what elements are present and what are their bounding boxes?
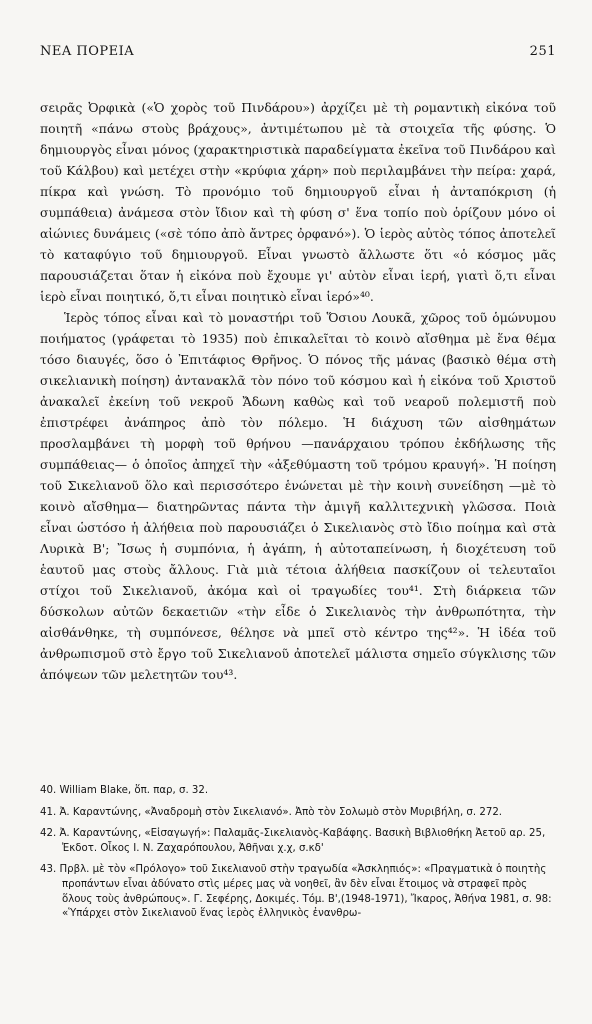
footnote-42: 42. Ἀ. Καραντώνης, «Εἰσαγωγή»: Παλαμᾶς-Σικελιανὸς-Καβάφης. Βασικὴ Βιβλιοθήκη Ἀετοῦ αρ. 25, Ἐκδοτ. Οἶκος Ι. Ν. Ζαχαρόπουλου, Ἀθῆναι χ.χ, σ.κδ' [40,828,546,854]
running-header [40,44,556,59]
page-number: 251 [529,44,556,59]
running-title: ΝΕΑ ΠΟΡΕΙΑ [40,44,135,59]
footnotes [40,784,556,929]
paragraph-1: σειρᾶς Ὀρφικὰ («Ὁ χορὸς τοῦ Πινδάρου») ἀρχίζει μὲ τὴ ρομαντικὴ εἰκόνα τοῦ ποιητῆ «πάνω στοὺς βράχους», ἀντιμέτωπου μὲ τὰ στοιχεῖα τῆς φύσης. Ὁ δημιουργὸς εἶναι μόνος (χαρακτηριστικὰ παραδείγματα ἐκεῖνα τοῦ Πινδάρου καὶ τοῦ Κάλβου) καὶ μετέχει στὴν «κρύφια χάρη» ποὺ περιλαμβάνει τὴν πείρα: χαρά, πίκρα καὶ γνώση. Τὸ προνόμιο τοῦ δημιουργοῦ εἶναι ἡ ἀνταπόκριση (ἡ συμπάθεια) ἀνάμεσα στὸν ἴδιον καὶ τὴ φύση σ' ἕνα τοπίο ποὺ ὁρίζουν μόνο οἱ αἰώνιες δυνάμεις («σὲ τόπο ἀπὸ ἄντρες ὀρφανό»). Ὁ ἱερὸς αὐτὸς τόπος ἀποτελεῖ τὸ καταφύγιο τοῦ δημιουργοῦ. Εἶναι γνωστὸ ἄλλωστε ὅτι «ὁ κόσμος μᾶς παρουσιάζεται ὅταν ἡ εἰκόνα ποὺ ἔχουμε γι' αὐτὸν εἶναι ἱερή, γιατὶ ὅ,τι εἶναι ἱερὸ εἶναι ποιητικό, ὅ,τι εἶναι ποιητικὸ εἶναι ἱερό»⁴⁰. [40,100,556,304]
footnote-41: 41. Ἀ. Καραντώνης, «Ἀναδρομὴ στὸν Σικελιανό». Ἀπὸ τὸν Σολωμὸ στὸν Μυριβήλη, σ. 272. [40,806,503,818]
paragraph-2: Ἱερὸς τόπος εἶναι καὶ τὸ μοναστήρι τοῦ Ὅσιου Λουκᾶ, χῶρος τοῦ ὁμώνυμου ποιήματος (γράφεται τὸ 1935) ποὺ ἐπικαλεῖται τὸ κοινὸ αἴσθημα μὲ ἕνα θέμα τόσο διαυγές, ὅσο ὁ Ἐπιτάφιος Θρῆνος. Ὁ πόνος τῆς μάνας (βασικὸ θέμα στὴ σικελιανικὴ ποίηση) ἀντανακλᾶ τὸν πόνο τοῦ κόσμου καὶ ἡ εἰκόνα τοῦ Χριστοῦ ἀνακαλεῖ ἐκείνη τοῦ νεκροῦ Ἄδωνη καθὼς καὶ τοῦ νεαροῦ πολεμιστῆ ποὺ ἐπιστρέφει ἀνάπηρος ἀπὸ τὸν πόλεμο. Ἡ διάχυση τῶν αἰσθημάτων προσλαμβάνει τὴ μορφὴ τοῦ θρήνου —πανάρχαιου τρόπου ἐκδήλωσης τῆς συμπάθειας— ὁ ὁποῖος ἀπηχεῖ τὴν «ἀξεθύμαστη τοῦ τρόμου κραυγή». Ἡ ποίηση τοῦ Σικελιανοῦ ὅλο καὶ περισσότερο ἑνώνεται μὲ τὴν κοινὴ συνείδηση —μὲ τὸ κοινὸ αἴσθημα— διατηρῶντας πάντα τὴν ἀμιγῆ καλλιτεχνικὴ γλῶσσα. Ποιὰ εἶναι ὡστόσο ἡ ἀλήθεια ποὺ παρουσιάζει ὁ Σικελιανὸς στὸ ἴδιο ποίημα καὶ στὰ Λυρικὰ Β'; Ἴσως ἡ συμπόνια, ἡ ἀγάπη, ἡ αὐτοταπείνωση, ἡ διοχέτευση τοῦ ἑαυτοῦ μας στοὺς ἄλλους. Γιὰ μιὰ τέτοια ἀλήθεια πασκίζουν οἱ τελευταῖοι στίχοι τοῦ Σικελιανοῦ, ἀκόμα καὶ οἱ τραγωδίες του⁴¹. Στὴ διάρκεια τῶν δύσκολων αὐτῶν δεκαετιῶν «τὴν εἶδε ὁ Σικελιανὸς τὴν ἀνθρωπότητα, τὴν αἰσθάνθηκε, τὴ συμπόνεσε, θέλησε νὰ μπεῖ στὸ κέντρο της⁴²». Ἡ ἰδέα τοῦ ἀνθρωπισμοῦ στὸ ἔργο τοῦ Σικελιανοῦ ἀποτελεῖ μάλιστα σημεῖο σύγκλισης τῶν ἀπόψεων τῶν μελετητῶν του⁴³. [40,310,556,682]
footnote-43: 43. Πρβλ. μὲ τὸν «Πρόλογο» τοῦ Σικελιανοῦ στὴν τραγωδία «Ἀσκληπιός»: «Πραγματικὰ ὁ ποιητὴς προπάντων εἶναι ἀδύνατο στὶς μέρες μας νὰ νοηθεῖ, ἂν δὲν εἶναι ἕτοιμος νὰ στραφεῖ πρὸς ὅλους τοὺς ἀνθρώπους». Γ. Σεφέρης, Δοκιμές. Τόμ. Β',(1948-1971), Ἴκαρος, Ἀθήνα 1981, σ. 98: «Ὑπάρχει στὸν Σικελιανοῦ ἕνας ἱερὸς ἑλληνικὸς ἐνανθρω- [40,864,552,920]
body-text [40,97,556,685]
footnote-40: 40. William Blake, ὅπ. παρ, σ. 32. [40,785,209,796]
